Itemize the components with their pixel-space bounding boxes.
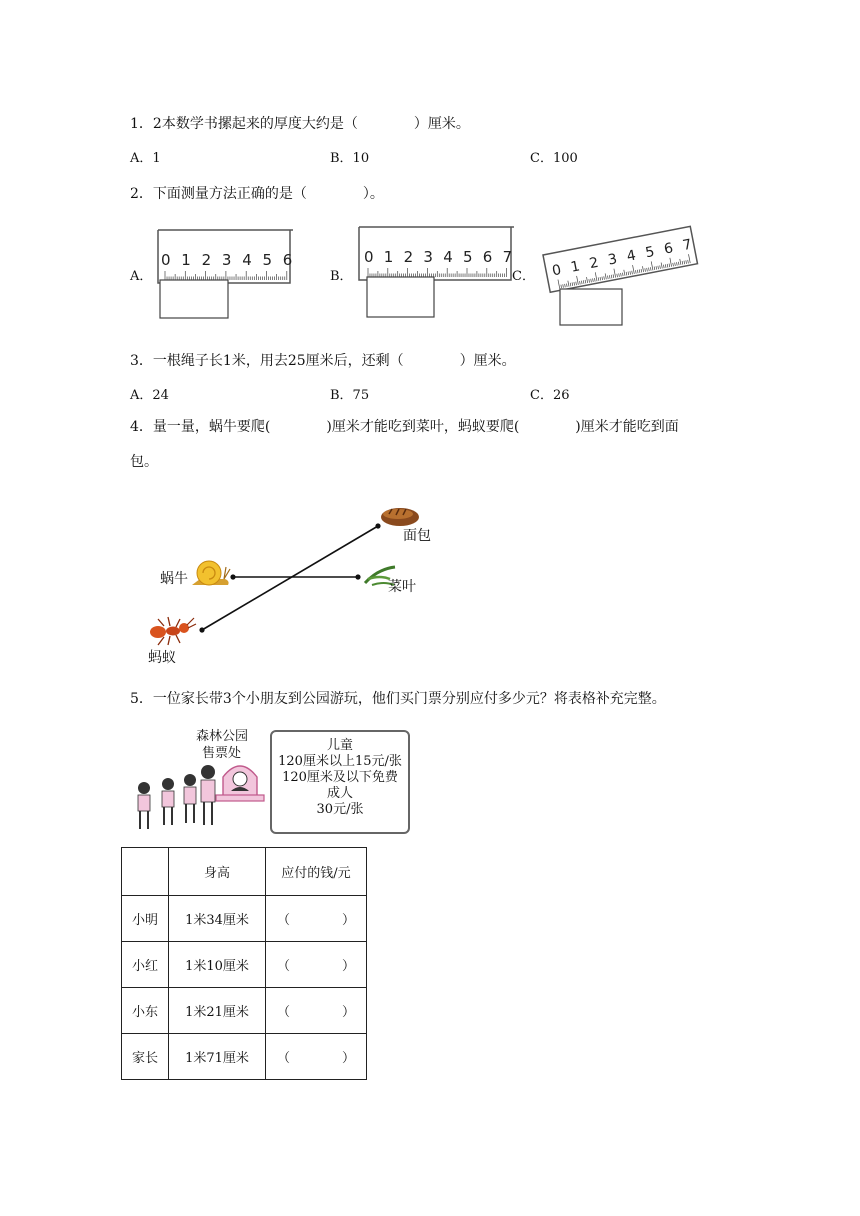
ruler-c-tick-label: 2 <box>588 254 600 273</box>
q2-option-b-label[interactable]: B． <box>330 269 353 284</box>
q2-option-c-label[interactable]: C． <box>512 269 535 284</box>
ruler-a-tick-label: 6 <box>282 251 293 269</box>
ruler-b-tick-label: 5 <box>463 248 473 266</box>
ruler-b-tick-label: 0 <box>364 248 374 266</box>
ruler-a-tick-label: 0 <box>161 251 171 269</box>
ticket-line-4: 成人 <box>326 786 353 801</box>
table-row <box>122 942 367 988</box>
booth-subtitle: 售票处 <box>202 746 242 761</box>
table-row <box>122 896 367 942</box>
ticket-line-1: 儿童 <box>326 738 353 753</box>
ruler-c-tick-label: 5 <box>644 243 656 262</box>
q4-text-line2: 包。 <box>130 454 158 470</box>
table-header-row <box>122 848 367 896</box>
row-fee-blank[interactable]: （ ） <box>266 1034 367 1080</box>
q2-option-a-label[interactable]: A． <box>130 269 153 284</box>
children-icon <box>138 765 215 829</box>
ruler-b-tick-label: 4 <box>443 248 453 266</box>
q1-text: 1．2本数学书摞起来的厚度大约是（ ）厘米。 <box>130 116 470 132</box>
ruler-c-tick-label: 4 <box>625 247 638 265</box>
ruler-a-tick-label: 1 <box>181 251 191 269</box>
bread-icon <box>381 508 419 526</box>
ruler-figure-a <box>155 228 295 320</box>
ruler-a-tick-label: 5 <box>262 251 273 269</box>
q3-option-a[interactable]: A．24 <box>130 388 169 403</box>
ruler-b-tick-label: 7 <box>502 248 513 266</box>
q4-diagram <box>140 495 460 670</box>
row-name: 小明 <box>122 896 169 942</box>
ruler-figure-b <box>356 225 516 320</box>
ticket-booth-illustration <box>128 725 273 843</box>
q3-option-c[interactable]: C．26 <box>530 388 570 403</box>
row-height: 1米71厘米 <box>169 1034 266 1080</box>
ruler-b-tick-label: 1 <box>383 248 394 266</box>
ruler-b-tick-label: 3 <box>423 248 433 266</box>
row-fee-blank[interactable]: （ ） <box>266 896 367 942</box>
ticket-line-5: 30元/张 <box>316 802 364 817</box>
q2-text: 2．下面测量方法正确的是（ ）。 <box>130 186 384 202</box>
table-header-height: 身高 <box>169 848 266 896</box>
label-bread: 面包 <box>403 528 431 544</box>
table-row <box>122 988 367 1034</box>
ant-path-line <box>202 526 378 630</box>
ruler-c-tick-label: 6 <box>662 240 675 258</box>
label-leaf: 菜叶 <box>388 579 416 595</box>
ticket-line-3: 120厘米及以下免费 <box>282 770 398 785</box>
label-ant: 蚂蚁 <box>148 650 176 666</box>
row-height: 1米21厘米 <box>169 988 266 1034</box>
q1-option-b[interactable]: B．10 <box>330 151 370 166</box>
table-header-blank <box>122 848 169 896</box>
ticket-price-board <box>270 730 410 834</box>
ticket-window-icon <box>216 766 264 801</box>
ruler-a-tick-label: 4 <box>242 251 252 269</box>
q1-option-a[interactable]: A．1 <box>130 151 161 166</box>
table-header-fee: 应付的钱/元 <box>266 848 367 896</box>
ruler-c-tick-label: 7 <box>681 236 694 254</box>
ant-icon <box>150 617 196 645</box>
ruler-figure-c <box>535 225 705 333</box>
row-name: 家长 <box>122 1034 169 1080</box>
row-fee-blank[interactable]: （ ） <box>266 942 367 988</box>
row-name: 小红 <box>122 942 169 988</box>
label-snail: 蜗牛 <box>160 571 188 587</box>
q5-text: 5．一位家长带3个小朋友到公园游玩，他们买门票分别应付多少元？将表格补充完整。 <box>130 691 666 707</box>
ruler-a-tick-label: 2 <box>201 251 212 269</box>
fee-table <box>121 847 367 1080</box>
q1-option-c[interactable]: C．100 <box>530 151 578 166</box>
booth-name: 森林公园 <box>196 729 249 744</box>
row-name: 小东 <box>122 988 169 1034</box>
ruler-c-tick-label: 3 <box>606 251 619 269</box>
table-row <box>122 1034 367 1080</box>
q3-option-b[interactable]: B．75 <box>330 388 370 403</box>
ruler-b-tick-label: 2 <box>403 248 414 266</box>
snail-icon <box>192 561 230 585</box>
row-height: 1米34厘米 <box>169 896 266 942</box>
row-height: 1米10厘米 <box>169 942 266 988</box>
q3-text: 3．一根绳子长1米，用去25厘米后，还剩（ ）厘米。 <box>130 353 516 369</box>
ruler-b-tick-label: 6 <box>482 248 493 266</box>
ruler-a-tick-label: 3 <box>221 251 232 269</box>
q4-text-line1: 4．量一量，蜗牛要爬( )厘米才能吃到菜叶，蚂蚁要爬( )厘米才能吃到面 <box>130 419 679 435</box>
ruler-c-tick-label: 0 <box>550 261 563 280</box>
ruler-c-tick-label: 1 <box>569 258 582 276</box>
row-fee-blank[interactable]: （ ） <box>266 988 367 1034</box>
ticket-line-2: 120厘米以上15元/张 <box>278 754 402 769</box>
